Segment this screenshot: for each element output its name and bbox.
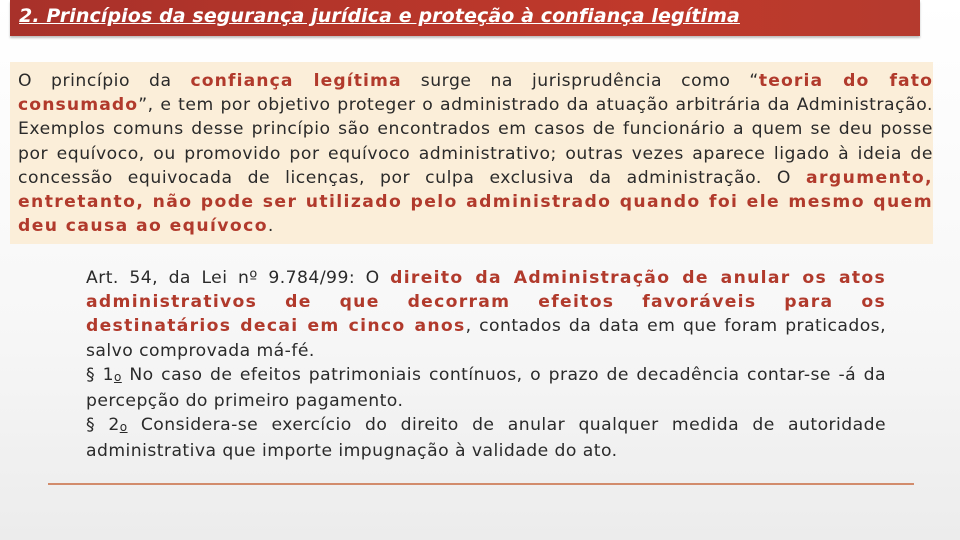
paragraph-1-ordinal: o [113,369,122,384]
article-caput [86,266,886,363]
article-text-2: , contados da data em que foram praticados, salvo comprovada má-fé. [86,316,886,361]
slide-title: 2. Princípios da segurança jurídica e proteção à confiança legítima [19,5,740,27]
para-text-3: ”, e tem por objetivo proteger o administrado da atuação arbitrária da Administração. Exemplos comuns desse princípio são encontrados em casos de funcionário a quem se deu posse por equívoco, ou promovido por equívoco administrativo; outras vezes aparece ligado à ideia de concessão equivocada de licenças, por culpa exclusiva da administração. O [18,95,933,188]
paragraph-1-prefix: § 1 [86,364,114,385]
paragraph-1-text: No caso de efeitos patrimoniais contínuos, o prazo de decadência contar-se -á da percepção do primeiro pagamento. [86,364,886,412]
para-highlight-teoria: teoria do fato consumado [18,71,933,116]
para-text-2: surge na jurisprudência como “ [401,71,759,91]
intro-paragraph [18,69,933,238]
title-bar [10,0,920,36]
para-text-4: . [267,216,274,237]
para-highlight-argumento: argumento, entretanto, não pode ser utilizado pelo administrado quando foi ele mesmo quem deu causa ao equívoco [18,167,933,237]
paragraph-2-ordinal: o [119,420,128,435]
para-text-1: O princípio da [18,71,191,91]
paragraph-2-prefix: § 2 [86,415,120,436]
paragraph-2-text: Considera-se exercício do direito de anular qualquer medida de autoridade administrativa que importe impugnação à validade do ato. [86,415,886,462]
law-article [86,266,886,464]
article-highlight: direito da Administração de anular os atos administrativos de que decorram efeitos favoráveis para os destinatários decai em cinco anos [86,268,887,337]
article-paragraph-1 [86,363,886,413]
bottom-divider [48,483,914,485]
article-text-1: Art. 54, da Lei nº 9.784/99: O [86,268,391,288]
para-highlight-confianca: confiança legítima [190,71,402,91]
article-paragraph-2 [86,413,886,463]
